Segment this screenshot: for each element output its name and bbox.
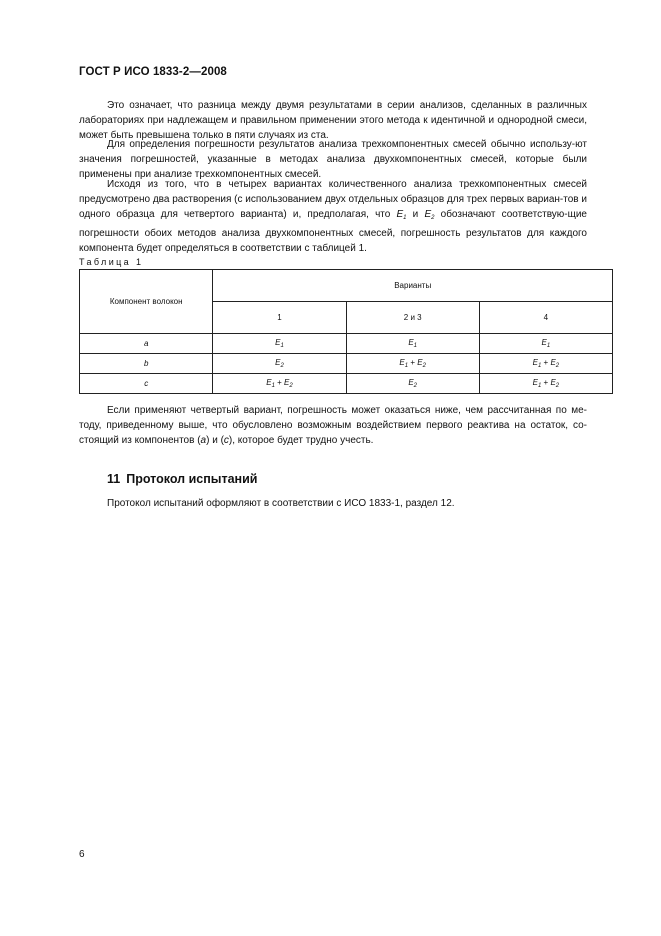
table-row — [80, 374, 613, 394]
table-header-variants: Варианты — [213, 270, 613, 302]
table-header-variant-4: 4 — [479, 302, 612, 334]
table-cell: $E_1$ — [213, 334, 346, 354]
table-row — [80, 334, 613, 354]
table-cell-component: b — [80, 354, 213, 374]
section-title: Протокол испытаний — [126, 472, 258, 486]
table-cell: $E_1 + E_2$ — [213, 374, 346, 394]
table-cell: $E_1 + E_2$ — [346, 354, 479, 374]
table-header-variant-2-3: 2 и 3 — [346, 302, 479, 334]
table-header-component: Компонент волокон — [80, 270, 213, 334]
table-cell: $E_2$ — [346, 374, 479, 394]
paragraph-fourth-variant: Если применяют четвертый вариант, погрешность может оказаться ниже, чем рассчитанная по ме-тоду, приведенному выше, что обусловлено возможным воздействием первого реактива на остаток, со-стоящий из компонентов (a) и (c), которое будет трудно учесть. — [79, 405, 587, 446]
document-header: ГОСТ Р ИСО 1833-2—2008 — [79, 66, 227, 78]
table-cell: $E_1 + E_2$ — [479, 374, 612, 394]
table-cell: $E_1 + E_2$ — [479, 354, 612, 374]
paragraph-error-values: Для определения погрешности результатов анализа трехкомпонентных смесей обычно использу-ют значения погрешностей, указанные в методах анализа двухкомпонентных смесей, которые были применены при анализе трехкомпонентных смесей. — [79, 139, 587, 180]
table-cell: $E_1$ — [479, 334, 612, 354]
paragraph-dissolution-part1: Исходя из того, что в четырех вариантах количественного анализа трехкомпонентных смесей предусмотрено два растворения (с использованием двух отдельных образцов для трех первых вариан-тов и одного образца для четвертого варианта) и, предполагая, что — [79, 179, 587, 220]
paragraph-test-report: Протокол испытаний оформляют в соответствии с ИСО 1833-1, раздел 12. — [107, 498, 455, 509]
symbol-e1: $E_1$ — [396, 209, 407, 221]
error-table — [79, 269, 613, 394]
paragraph-dissolution-part2: обозначают соответствую-щие погрешности обоих методов анализа двухкомпонентных смесей, погрешность результатов для каждого компонента будет определяться в соответствии с таблицей 1. — [79, 209, 587, 254]
table-cell-component: a — [80, 334, 213, 354]
page-number: 6 — [79, 849, 85, 860]
paragraph-dissolution: Исходя из того, что в четырех вариантах количественного анализа трехкомпонентных смесей предусмотрено два растворения (с использованием двух отдельных образцов для трех первых вариан-тов и одного образца для четвертого варианта) и, предполагая, что $E_1$ и $E_2$ обозначают соответствую-щие погрешности обоих методов анализа двухкомпонентных смесей, погрешность результатов для каждого компонента будет определяться в соответствии с таблицей 1. — [79, 179, 587, 254]
table-row — [80, 354, 613, 374]
section-heading — [107, 472, 257, 486]
section-number: 11 — [107, 472, 121, 486]
paragraph-precision: Это означает, что разница между двумя результатами в серии анализов, сделанных в различных лабораториях при надлежащем и правильном применении этого метода к идентичной и однородной смеси, может быть превышена только в пяти случаях из ста. — [79, 100, 587, 141]
table-cell-component: c — [80, 374, 213, 394]
table-cell: $E_1$ — [346, 334, 479, 354]
table-caption: Таблица 1 — [79, 257, 144, 267]
table-header-variant-1: 1 — [213, 302, 346, 334]
symbol-e2: $E_2$ — [424, 209, 435, 221]
table-cell: $E_2$ — [213, 354, 346, 374]
